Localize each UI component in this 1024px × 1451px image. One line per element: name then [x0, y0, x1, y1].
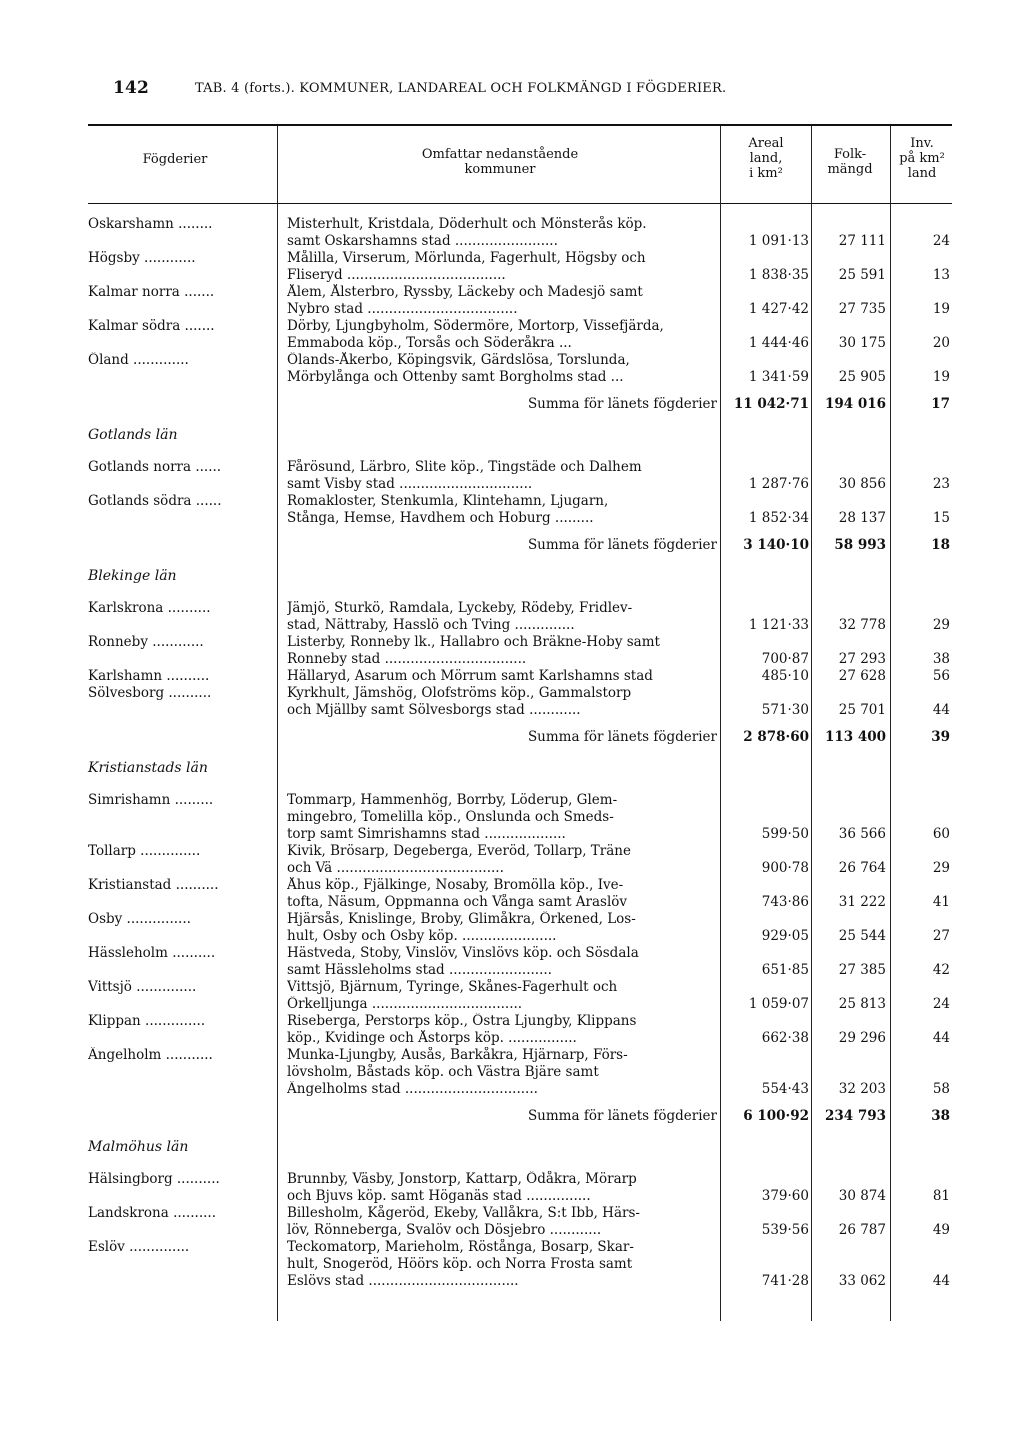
summary-folkmangd: 58 993	[834, 537, 886, 553]
col-header-areal: Areal land, i km²	[748, 136, 784, 181]
fogderi-name: Öland .............	[88, 352, 189, 368]
page-title: TAB. 4 (forts.). KOMMUNER, LANDAREAL OCH FOLKMÄNGD I FÖGDERIER.	[195, 81, 727, 96]
kommuner-line: Kivik, Brösarp, Degeberga, Everöd, Tollarp, Träne	[287, 843, 631, 859]
folkmangd-value: 26 787	[838, 1222, 886, 1238]
summary-folkmangd: 113 400	[824, 729, 886, 745]
kommuner-line: samt Visby stad ...............................	[287, 476, 533, 492]
col-header-fogderier: Fögderier	[142, 152, 208, 167]
areal-value: 554·43	[761, 1081, 809, 1097]
folkmangd-value: 25 813	[838, 996, 886, 1012]
kommuner-line: och Vä .......................................	[287, 860, 504, 876]
kommuner-line: Fliseryd .....................................	[287, 267, 506, 283]
kommuner-line: tofta, Näsum, Oppmanna och Vånga samt Araslöv	[287, 894, 628, 910]
kommuner-cell	[287, 877, 717, 911]
kommuner-line: mingebro, Tomelilla köp., Onslunda och Smeds-	[287, 809, 614, 825]
table-row	[0, 877, 1024, 911]
table-row	[0, 685, 1024, 719]
folkmangd-value: 27 293	[838, 651, 886, 667]
inv-value: 15	[932, 510, 950, 526]
kommuner-cell	[287, 216, 717, 250]
kommuner-line: Dörby, Ljungbyholm, Södermöre, Mortorp, Vissefjärda,	[287, 318, 664, 334]
fogderi-name: Eslöv ..............	[88, 1239, 190, 1255]
folkmangd-value: 32 203	[838, 1081, 886, 1097]
kommuner-line: Tommarp, Hammenhög, Borrby, Löderup, Glem-	[287, 792, 618, 808]
table-row	[0, 216, 1024, 250]
summary-label: Summa för länets fögderier	[527, 1108, 717, 1124]
areal-value: 539·56	[761, 1222, 809, 1238]
summary-areal: 3 140·10	[743, 537, 809, 553]
fogderi-name: Karlskrona ..........	[88, 600, 211, 616]
summary-inv: 39	[931, 729, 950, 745]
summary-row	[0, 729, 1024, 746]
table-row	[0, 945, 1024, 979]
kommuner-line: Nybro stad ...................................	[287, 301, 518, 317]
areal-value: 571·30	[761, 702, 809, 718]
inv-value: 19	[932, 369, 950, 385]
inv-value: 20	[932, 335, 950, 351]
folkmangd-value: 25 544	[838, 928, 886, 944]
areal-value: 662·38	[761, 1030, 809, 1046]
table-row	[0, 1239, 1024, 1290]
fogderi-name: Simrishamn .........	[88, 792, 214, 808]
kommuner-line: Åhus köp., Fjälkinge, Nosaby, Bromölla köp., Ive-	[287, 877, 624, 893]
kommuner-cell	[287, 318, 717, 352]
kommuner-line: Vittsjö, Bjärnum, Tyringe, Skånes-Fagerhult och	[287, 979, 618, 995]
kommuner-line: Misterhult, Kristdala, Döderhult och Mönsterås köp.	[287, 216, 647, 232]
table-row	[0, 1171, 1024, 1205]
kommuner-line: Ängelholms stad ...............................	[287, 1081, 538, 1097]
kommuner-line: Ronneby stad .................................	[287, 651, 527, 667]
table-row	[0, 284, 1024, 318]
kommuner-line: Mörbylånga och Ottenby samt Borgholms stad ...	[287, 369, 624, 385]
inv-value: 44	[932, 1273, 950, 1289]
kommuner-cell	[287, 945, 717, 979]
folkmangd-value: 30 856	[838, 476, 886, 492]
fogderi-name: Kalmar södra .......	[88, 318, 215, 334]
inv-value: 49	[932, 1222, 950, 1238]
table-row	[0, 668, 1024, 685]
table-row	[0, 911, 1024, 945]
kommuner-cell	[287, 911, 717, 945]
table-row	[0, 250, 1024, 284]
inv-value: 44	[932, 702, 950, 718]
kommuner-line: Kyrkhult, Jämshög, Olofströms köp., Gammalstorp	[287, 685, 632, 701]
summary-row	[0, 1108, 1024, 1125]
kommuner-line: Brunnby, Väsby, Jonstorp, Kattarp, Ödåkra, Mörarp	[287, 1171, 637, 1187]
table-row	[0, 1013, 1024, 1047]
areal-value: 1 287·76	[748, 476, 809, 492]
summary-label: Summa för länets fögderier	[527, 729, 717, 745]
areal-value: 1 341·59	[748, 369, 809, 385]
kommuner-line: Billesholm, Kågeröd, Ekeby, Vallåkra, S:t Ibb, Härs-	[287, 1205, 640, 1221]
fogderi-name: Högsby ............	[88, 250, 196, 266]
folkmangd-value: 25 591	[838, 267, 886, 283]
header-bottom-rule	[88, 203, 952, 204]
kommuner-cell	[287, 250, 717, 284]
summary-areal: 2 878·60	[743, 729, 809, 745]
summary-inv: 38	[931, 1108, 950, 1124]
summary-folkmangd: 194 016	[824, 396, 886, 412]
kommuner-cell	[287, 1047, 717, 1098]
fogderi-name: Ronneby ............	[88, 634, 204, 650]
inv-value: 60	[932, 826, 950, 842]
kommuner-line: samt Oskarshamns stad ........................	[287, 233, 558, 249]
fogderi-name: Kristianstad ..........	[88, 877, 219, 893]
page-number: 142	[113, 78, 150, 98]
kommuner-line: stad, Nättraby, Hasslö och Tving ..............	[287, 617, 575, 633]
folkmangd-value: 32 778	[838, 617, 886, 633]
fogderi-name: Landskrona ..........	[88, 1205, 216, 1221]
kommuner-cell	[287, 668, 717, 685]
folkmangd-value: 26 764	[838, 860, 886, 876]
folkmangd-value: 33 062	[838, 1273, 886, 1289]
table-row	[0, 843, 1024, 877]
kommuner-cell	[287, 634, 717, 668]
areal-value: 929·05	[761, 928, 809, 944]
fogderi-name: Vittsjö ..............	[88, 979, 197, 995]
kommuner-cell	[287, 459, 717, 493]
fogderi-name: Kalmar norra .......	[88, 284, 215, 300]
inv-value: 81	[932, 1188, 950, 1204]
inv-value: 29	[932, 860, 950, 876]
kommuner-line: Stånga, Hemse, Havdhem och Hoburg .........	[287, 510, 594, 526]
kommuner-cell	[287, 1013, 717, 1047]
kommuner-cell	[287, 600, 717, 634]
summary-row	[0, 396, 1024, 413]
fogderi-name: Ängelholm ...........	[88, 1047, 213, 1063]
kommuner-line: torp samt Simrishamns stad ...................	[287, 826, 566, 842]
kommuner-cell	[287, 493, 717, 527]
kommuner-line: Ålem, Ålsterbro, Ryssby, Läckeby och Madesjö samt	[287, 284, 643, 300]
kommuner-line: Munka-Ljungby, Ausås, Barkåkra, Hjärnarp, Förs-	[287, 1047, 628, 1063]
kommuner-cell	[287, 352, 717, 386]
folkmangd-value: 25 701	[838, 702, 886, 718]
kommuner-cell	[287, 284, 717, 318]
folkmangd-value: 36 566	[838, 826, 886, 842]
areal-value: 900·78	[761, 860, 809, 876]
areal-value: 599·50	[761, 826, 809, 842]
kommuner-line: lövsholm, Båstads köp. och Västra Bjäre samt	[287, 1064, 599, 1080]
inv-value: 44	[932, 1030, 950, 1046]
areal-value: 651·85	[761, 962, 809, 978]
fogderi-name: Oskarshamn ........	[88, 216, 213, 232]
section-heading: Kristianstads län	[88, 760, 208, 776]
kommuner-cell	[287, 843, 717, 877]
kommuner-line: löv, Rönneberga, Svalöv och Dösjebro ............	[287, 1222, 602, 1238]
kommuner-line: Listerby, Ronneby lk., Hallabro och Bräkne-Hoby samt	[287, 634, 660, 650]
inv-value: 56	[932, 668, 950, 684]
summary-areal: 11 042·71	[733, 396, 809, 412]
summary-areal: 6 100·92	[743, 1108, 809, 1124]
kommuner-line: och Mjällby samt Sölvesborgs stad ............	[287, 702, 581, 718]
kommuner-line: Örkelljunga ...................................	[287, 996, 523, 1012]
table-row	[0, 1047, 1024, 1098]
kommuner-cell	[287, 1239, 717, 1290]
inv-value: 41	[932, 894, 950, 910]
kommuner-cell	[287, 1171, 717, 1205]
folkmangd-value: 28 137	[838, 510, 886, 526]
areal-value: 485·10	[761, 668, 809, 684]
summary-row	[0, 537, 1024, 554]
folkmangd-value: 27 735	[838, 301, 886, 317]
kommuner-cell	[287, 792, 717, 843]
areal-value: 1 427·42	[748, 301, 809, 317]
table-row	[0, 634, 1024, 668]
areal-value: 379·60	[761, 1188, 809, 1204]
inv-value: 38	[932, 651, 950, 667]
folkmangd-value: 27 628	[838, 668, 886, 684]
kommuner-line: Hjärsås, Knislinge, Broby, Glimåkra, Örkened, Los-	[287, 911, 636, 927]
areal-value: 700·87	[761, 651, 809, 667]
kommuner-line: Ölands-Åkerbo, Köpingsvik, Gärdslösa, Torslunda,	[287, 352, 630, 368]
areal-value: 1 121·33	[748, 617, 809, 633]
summary-inv: 18	[931, 537, 950, 553]
fogderi-name: Hässleholm ..........	[88, 945, 216, 961]
areal-value: 1 091·13	[748, 233, 809, 249]
folkmangd-value: 31 222	[838, 894, 886, 910]
kommuner-line: samt Hässleholms stad ........................	[287, 962, 552, 978]
table-row	[0, 352, 1024, 386]
fogderi-name: Gotlands norra ......	[88, 459, 222, 475]
inv-value: 13	[932, 267, 950, 283]
summary-label: Summa för länets fögderier	[527, 537, 717, 553]
summary-label: Summa för länets fögderier	[527, 396, 717, 412]
folkmangd-value: 27 385	[838, 962, 886, 978]
summary-inv: 17	[931, 396, 950, 412]
fogderi-name: Karlshamn ..........	[88, 668, 210, 684]
kommuner-line: Eslövs stad ...................................	[287, 1273, 519, 1289]
kommuner-line: Teckomatorp, Marieholm, Röstånga, Bosarp, Skar-	[287, 1239, 634, 1255]
kommuner-line: hult, Snogeröd, Höörs köp. och Norra Frosta samt	[287, 1256, 633, 1272]
table-row	[0, 318, 1024, 352]
areal-value: 743·86	[761, 894, 809, 910]
table-row	[0, 979, 1024, 1013]
areal-value: 1 444·46	[748, 335, 809, 351]
col-header-folkmangd: Folk- mängd	[827, 147, 873, 177]
folkmangd-value: 29 296	[838, 1030, 886, 1046]
kommuner-line: Romakloster, Stenkumla, Klintehamn, Ljugarn,	[287, 493, 609, 509]
section-heading: Malmöhus län	[88, 1139, 189, 1155]
inv-value: 29	[932, 617, 950, 633]
areal-value: 741·28	[761, 1273, 809, 1289]
table-row	[0, 459, 1024, 493]
inv-value: 42	[932, 962, 950, 978]
inv-value: 24	[932, 996, 950, 1012]
kommuner-line: Emmaboda köp., Torsås och Söderåkra ...	[287, 335, 572, 351]
inv-value: 24	[932, 233, 950, 249]
table-row	[0, 493, 1024, 527]
folkmangd-value: 25 905	[838, 369, 886, 385]
table-row	[0, 1205, 1024, 1239]
kommuner-cell	[287, 979, 717, 1013]
col-header-omfattar: Omfattar nedanstående kommuner	[421, 147, 579, 177]
fogderi-name: Sölvesborg ..........	[88, 685, 212, 701]
kommuner-line: Riseberga, Perstorps köp., Östra Ljungby, Klippans	[287, 1013, 637, 1029]
table-row	[0, 792, 1024, 843]
fogderi-name: Klippan ..............	[88, 1013, 206, 1029]
section-heading: Blekinge län	[88, 568, 177, 584]
kommuner-cell	[287, 1205, 717, 1239]
summary-folkmangd: 234 793	[824, 1108, 886, 1124]
fogderi-name: Hälsingborg ..........	[88, 1171, 220, 1187]
kommuner-line: Jämjö, Sturkö, Ramdala, Lyckeby, Rödeby, Fridlev-	[287, 600, 633, 616]
folkmangd-value: 27 111	[838, 233, 886, 249]
kommuner-line: och Bjuvs köp. samt Höganäs stad ...............	[287, 1188, 591, 1204]
folkmangd-value: 30 175	[838, 335, 886, 351]
table-row	[0, 600, 1024, 634]
inv-value: 19	[932, 301, 950, 317]
kommuner-cell	[287, 685, 717, 719]
fogderi-name: Osby ...............	[88, 911, 191, 927]
top-rule	[88, 124, 952, 126]
section-heading: Gotlands län	[88, 427, 178, 443]
kommuner-line: köp., Kvidinge och Åstorps köp. ................	[287, 1030, 577, 1046]
kommuner-line: Målilla, Virserum, Mörlunda, Fagerhult, Högsby och	[287, 250, 646, 266]
fogderi-name: Gotlands södra ......	[88, 493, 222, 509]
areal-value: 1 852·34	[748, 510, 809, 526]
folkmangd-value: 30 874	[838, 1188, 886, 1204]
areal-value: 1 838·35	[748, 267, 809, 283]
areal-value: 1 059·07	[748, 996, 809, 1012]
kommuner-line: Fårösund, Lärbro, Slite köp., Tingstäde och Dalhem	[287, 459, 642, 475]
inv-value: 23	[932, 476, 950, 492]
inv-value: 58	[932, 1081, 950, 1097]
kommuner-line: Hällaryd, Asarum och Mörrum samt Karlshamns stad	[287, 668, 653, 684]
kommuner-line: hult, Osby och Osby köp. ......................	[287, 928, 557, 944]
kommuner-line: Hästveda, Stoby, Vinslöv, Vinslövs köp. och Sösdala	[287, 945, 639, 961]
fogderi-name: Tollarp ..............	[88, 843, 201, 859]
col-header-inv: Inv. på km² land	[899, 136, 945, 181]
inv-value: 27	[932, 928, 950, 944]
